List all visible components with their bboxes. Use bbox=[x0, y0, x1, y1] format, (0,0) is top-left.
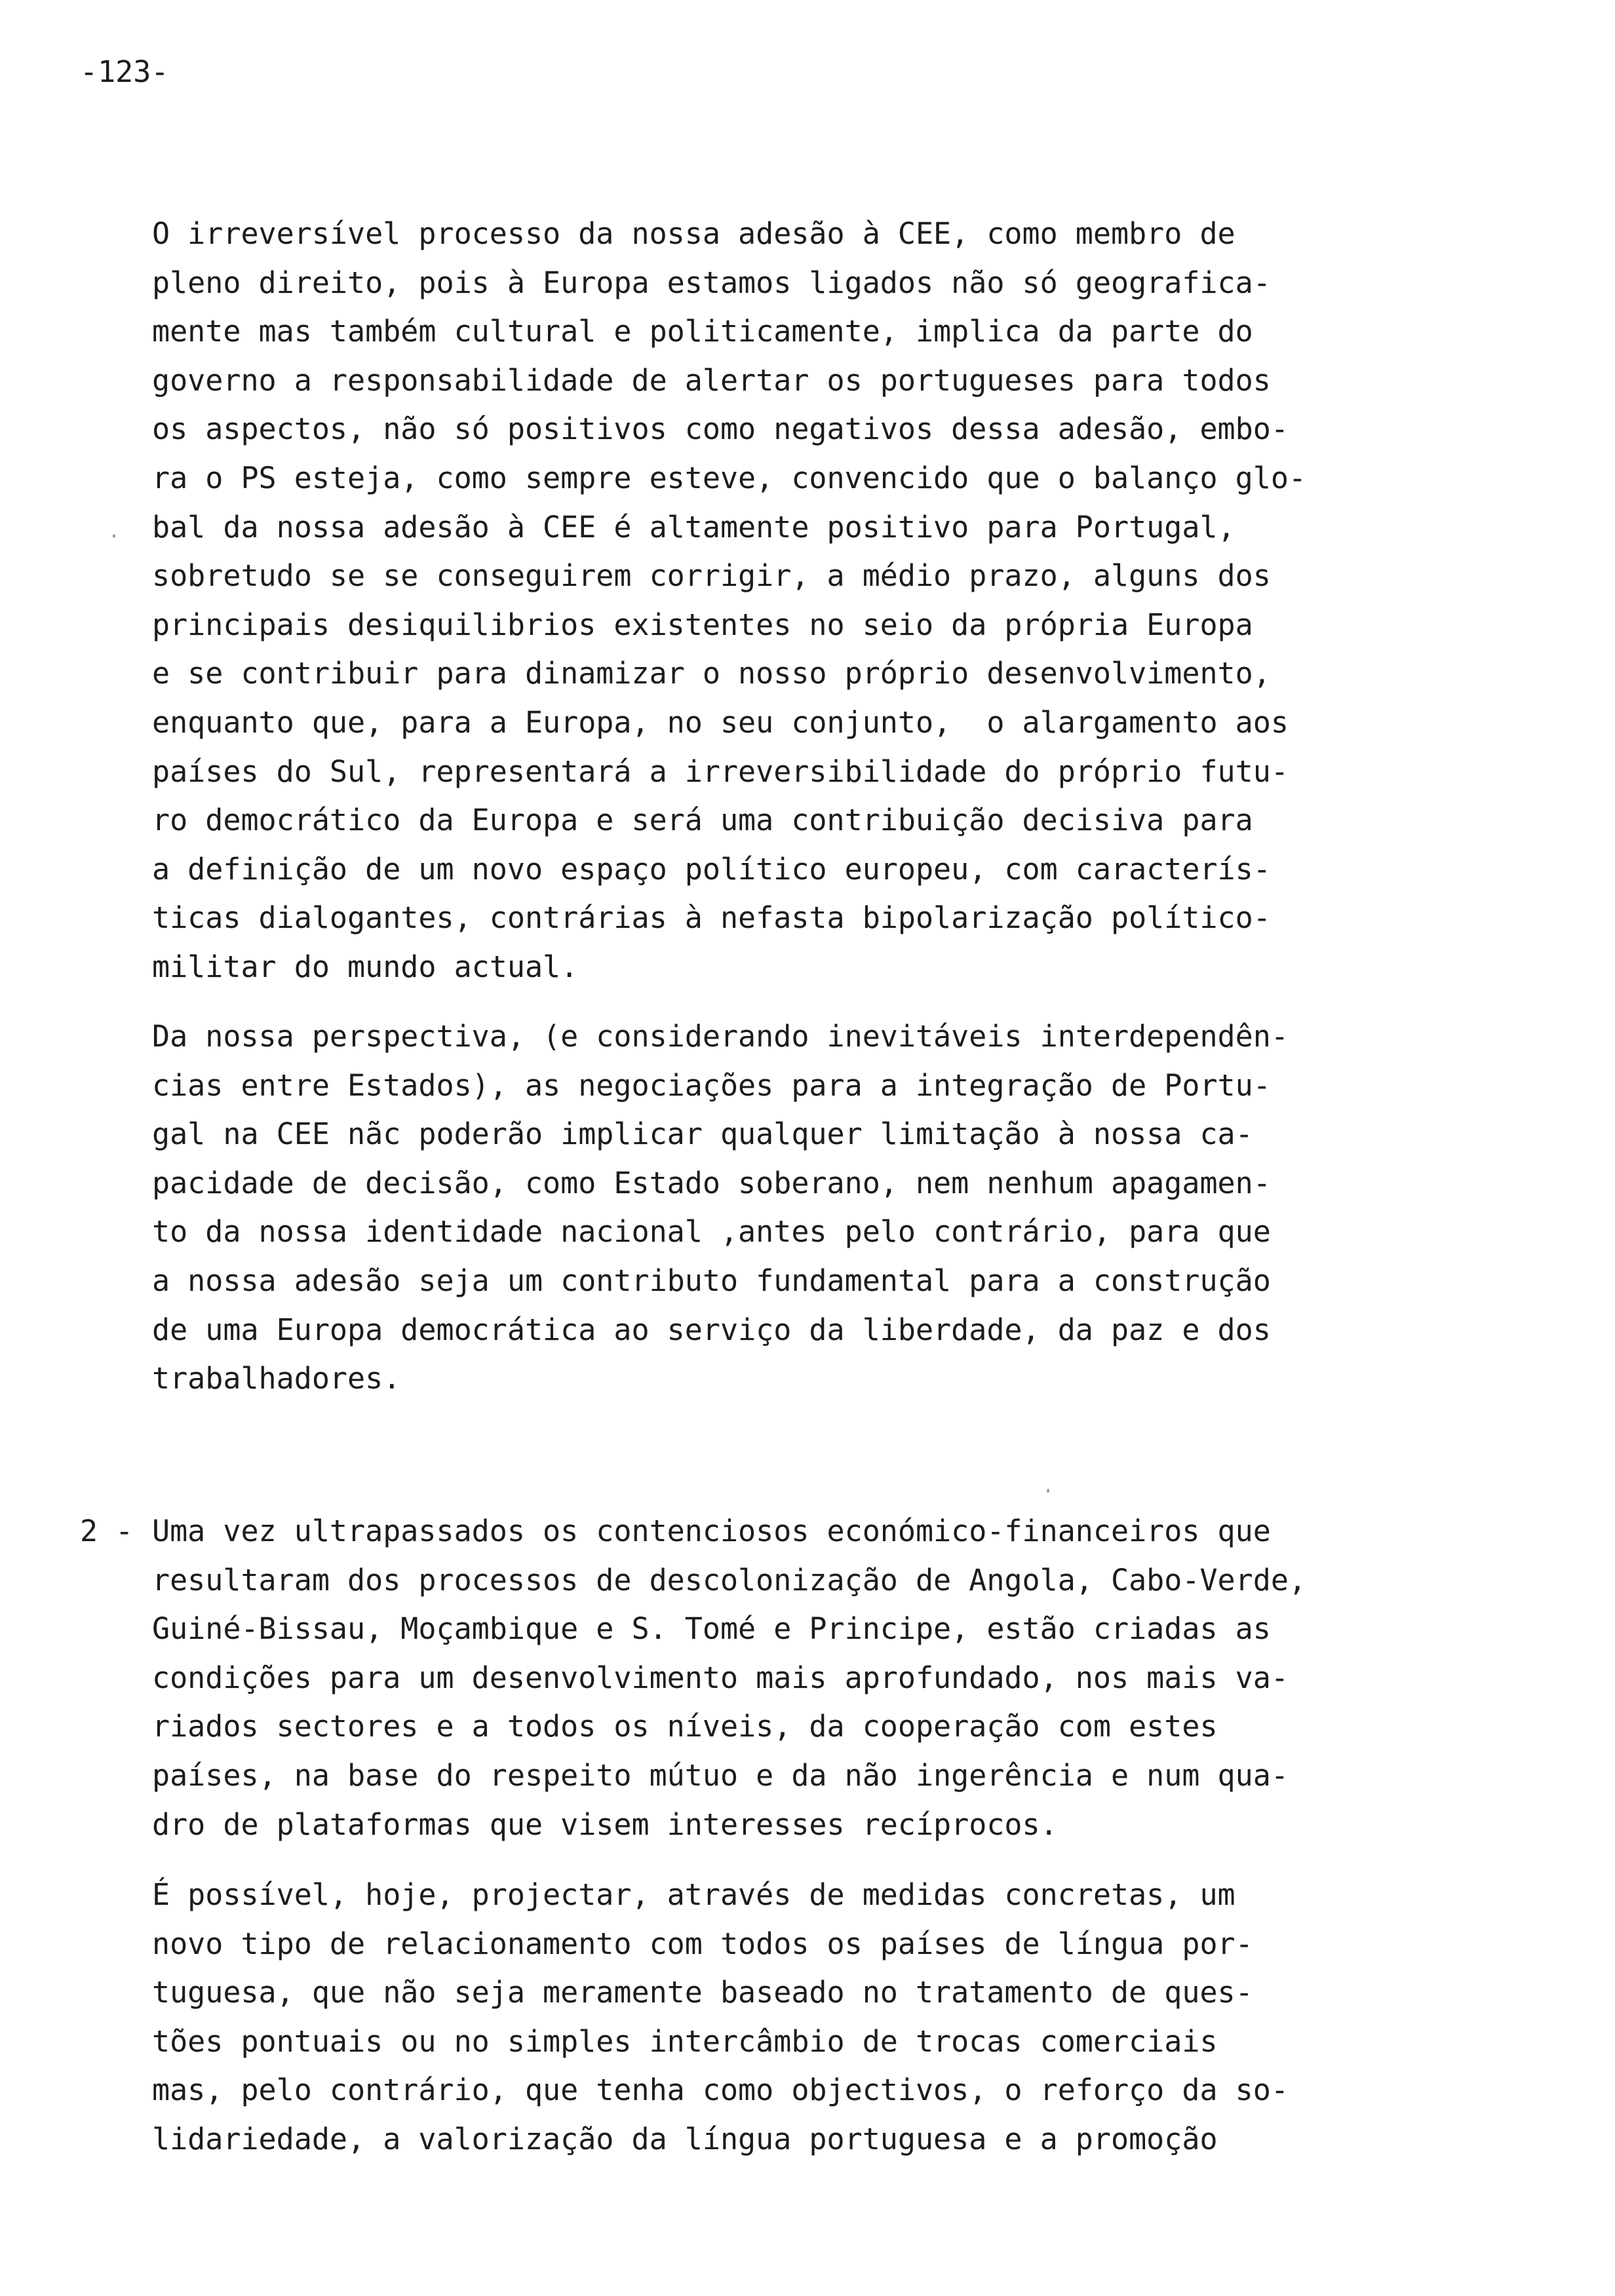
text-line: ticas dialogantes, contrárias à nefasta bipolarização político- bbox=[152, 900, 1271, 936]
page-number: -123- bbox=[80, 54, 169, 89]
text-line: governo a responsabilidade de alertar os portugueses para todos bbox=[152, 362, 1271, 398]
text-line: to da nossa identidade nacional ,antes pelo contrário, para que bbox=[152, 1214, 1271, 1250]
text-line: países, na base do respeito mútuo e da não ingerência e num qua- bbox=[152, 1757, 1289, 1793]
paragraph-4 bbox=[152, 1871, 1463, 2164]
text-line: cias entre Estados), as negociações para a integração de Portu- bbox=[152, 1067, 1271, 1103]
text-line: mente mas também cultural e politicamente, implica da parte do bbox=[152, 314, 1253, 349]
text-line: resultaram dos processos de descolonização de Angola, Cabo-Verde, bbox=[152, 1562, 1306, 1598]
text-line: condições para um desenvolvimento mais aprofundado, nos mais va- bbox=[152, 1660, 1289, 1695]
text-line: pleno direito, pois à Europa estamos ligados não só geografica- bbox=[152, 265, 1271, 300]
text-line: enquanto que, para a Europa, no seu conjunto, o alargamento aos bbox=[152, 704, 1289, 740]
text-line: e se contribuir para dinamizar o nosso próprio desenvolvimento, bbox=[152, 656, 1271, 691]
text-line: gal na CEE nãc poderão implicar qualquer limitação à nossa ca- bbox=[152, 1117, 1253, 1152]
text-line: ra o PS esteja, como sempre esteve, convencido que o balanço glo- bbox=[152, 460, 1306, 495]
text-line: mas, pelo contrário, que tenha como objectivos, o reforço da so- bbox=[152, 2073, 1289, 2108]
text-line: principais desiquilibrios existentes no seio da própria Europa bbox=[152, 607, 1253, 642]
text-line: de uma Europa democrática ao serviço da liberdade, da paz e dos bbox=[152, 1312, 1271, 1347]
scan-speck bbox=[1047, 1489, 1049, 1493]
text-line: trabalhadores. bbox=[152, 1361, 401, 1396]
text-line: O irreversível processo da nossa adesão à CEE, como membro de bbox=[152, 216, 1236, 251]
paragraph-3 bbox=[152, 1507, 1463, 1849]
text-line: militar do mundo actual. bbox=[152, 949, 579, 984]
text-line: Uma vez ultrapassados os contenciosos económico-financeiros que bbox=[152, 1514, 1271, 1548]
text-line: dro de plataformas que visem interesses recíprocos. bbox=[152, 1807, 1058, 1842]
text-line: Da nossa perspectiva, (e considerando inevitáveis interdependên- bbox=[152, 1019, 1289, 1054]
scan-speck bbox=[113, 534, 115, 538]
text-line: tuguesa, que não seja meramente baseado no tratamento de ques- bbox=[152, 1975, 1253, 2010]
text-line: lidariedade, a valorização da língua portuguesa e a promoção bbox=[152, 2121, 1218, 2156]
list-item-marker: 2 - bbox=[80, 1514, 134, 1548]
text-line: tões pontuais ou no simples intercâmbio de trocas comerciais bbox=[152, 2023, 1218, 2059]
text-line: a definição de um novo espaço político europeu, com caracterís- bbox=[152, 851, 1271, 887]
text-line: Guiné-Bissau, Moçambique e S. Tomé e Principe, estão criadas as bbox=[152, 1611, 1271, 1647]
paragraph-1 bbox=[152, 210, 1463, 992]
text-line: novo tipo de relacionamento com todos os países de língua por- bbox=[152, 1926, 1253, 1961]
text-line: É possível, hoje, projectar, através de medidas concretas, um bbox=[152, 1877, 1236, 1912]
text-line: os aspectos, não só positivos como negativos dessa adesão, embo- bbox=[152, 411, 1289, 447]
text-line: a nossa adesão seja um contributo fundamental para a construção bbox=[152, 1263, 1271, 1298]
text-line: riados sectores e a todos os níveis, da cooperação com estes bbox=[152, 1709, 1218, 1744]
text-line: sobretudo se se conseguirem corrigir, a médio prazo, alguns dos bbox=[152, 558, 1271, 594]
text-line: pacidade de decisão, como Estado soberano, nem nenhum apagamen- bbox=[152, 1165, 1271, 1200]
text-line: países do Sul, representará a irreversibilidade do próprio futu- bbox=[152, 754, 1289, 789]
paragraph-2 bbox=[152, 1012, 1463, 1404]
text-line: ro democrático da Europa e será uma contribuição decisiva para bbox=[152, 803, 1253, 838]
text-line: bal da nossa adesão à CEE é altamente positivo para Portugal, bbox=[152, 509, 1236, 545]
